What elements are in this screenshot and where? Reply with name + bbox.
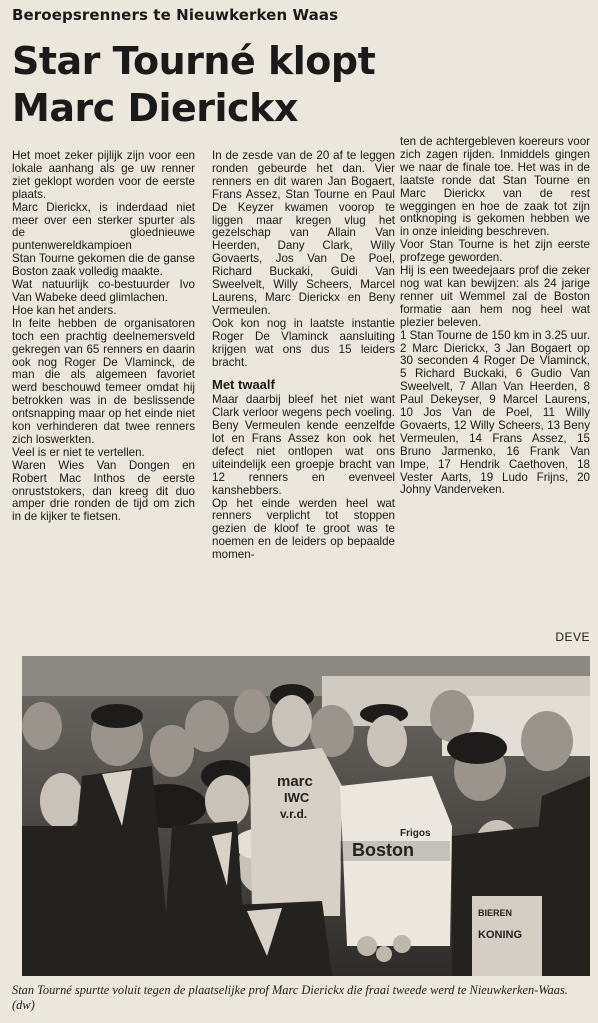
paragraph: Voor Stan Tourne is het zijn eerste profzege geworden. bbox=[400, 238, 590, 265]
jersey-text: Frigos bbox=[400, 828, 431, 839]
jersey-text: BIEREN bbox=[478, 908, 513, 918]
paragraph: 1 Stan Tourne de 150 km in 3.25 uur. bbox=[400, 328, 590, 342]
paragraph: Het moet zeker pijlijk zijn voor een lokale aanhang als ge uw renner ziet geklopt worden voor de eerste plaats. bbox=[12, 149, 195, 201]
paragraph: Hoe kan het anders. bbox=[12, 303, 117, 317]
subhead: Met twaalf bbox=[212, 377, 275, 393]
column-3 bbox=[400, 136, 590, 497]
jersey-text: IWC bbox=[284, 790, 310, 805]
photo-caption: Stan Tourné spurtte voluit tegen de plaatselijke prof Marc Dierickx die fraai tweede werd te Nieuwkerken-Waas. (dw) bbox=[12, 983, 568, 1012]
jersey-text: v.r.d. bbox=[280, 807, 308, 821]
results-paragraph: 2 Marc Dierickx, 3 Jan Bogaert op 30 seconden 4 Roger De Vlaminck, 5 Richard Buckaki, 6 Gudio Van Sweelvelt, 7 Allan Van Heerden, 8 Paul Dekeyser, 9 Marcel Laurens, 10 Jos Van de Poel, 11 Willy Govaerts, 12 Willy Scheers, 13 Beny Vermeulen, 14 Frans Assez, 15 Bruno Jarmenko, 16 Frank Van Impe, 17 Hendrik Caethoven, 18 Vester Aarts, 19 Ludo Frijns, 20 Johny Vanderveken. bbox=[400, 341, 590, 497]
headline bbox=[12, 38, 592, 132]
paragraph: Veel is er niet te vertellen. bbox=[12, 445, 145, 459]
paragraph: Hij is een tweedejaars prof die zeker nog wat kan bewijzen: als 24 jarige renner uit Wemmel zal de Boston formatie aan hem nog heel wat plezier beleven. bbox=[400, 264, 590, 329]
paragraph: Op het einde werden heel wat renners verplicht tot stoppen gezien de kloof te groot was te noemen en de leiders op bepaalde momen- bbox=[212, 496, 395, 562]
paragraph: In feite hebben de organisatoren toch een prachtig deelnemersveld gekregen van 65 renners en daarin ook nog Roger De Vlaminck, de man die als algemeen favoriet werd beschouwd temeer omdat hij betrokken was in de beslissende ontsnapping maar op het einde niet kon verhinderen dat twee renners zich loswerkten. bbox=[12, 316, 195, 446]
column-1 bbox=[12, 150, 195, 524]
paragraph: Waren Wies Van Dongen en Robert Mac Inthos de eerste onruststokers, dan kreeg dit duo amper drie ronden de tijd om zich in de kijker te fietsen. bbox=[12, 458, 195, 524]
paragraph: Ook kon nog in laatste instantie Roger De Vlaminck aansluiting krijgen wat ons dus 15 leiders bracht. bbox=[212, 316, 395, 369]
jersey-text: Boston bbox=[352, 840, 414, 860]
kicker: Beroepsrenners te Nieuwkerken Waas bbox=[12, 6, 339, 24]
jersey-text: marc bbox=[277, 773, 313, 790]
paragraph: Wat natuurlijk co-bestuurder Ivo Van Wabeke deed glimlachen. bbox=[12, 278, 195, 304]
column-2 bbox=[212, 150, 395, 562]
headline-line-1: Star Tourné klopt bbox=[12, 39, 376, 83]
paragraph: Maar daarbij bleef het niet want Clark verloor wegens pech voeling. Beny Vermeulen kende eenzelfde lot en Frans Assez kon ook het defect niet ontlopen wat ons uiteindelijk een groepje bracht van 12 renners en evenveel kanshebbers. bbox=[212, 393, 395, 497]
byline: DEVE bbox=[555, 630, 590, 644]
headline-line-2: Marc Dierickx bbox=[12, 86, 298, 130]
paragraph: Stan Tourne gekomen die de ganse Boston zaak volledig maakte. bbox=[12, 252, 195, 279]
photo-illustration bbox=[22, 656, 590, 976]
paragraph: In de zesde van de 20 af te leggen ronden gebeurde het dan. Vier renners en dit waren Jan Bogaert, Frans Assez, Stan Tourne en Paul De Keyzer kwamen voorop te liggen maar kregen vlug het gezelschap van Allain Van Heerden, Dany Clark, Willy Govaerts, Jos Van De Poel, Richard Buckaki, Guidi Van Sweelvelt, Willy Scheers, Marcel Laurens, Marc Dierickx en Beny Vermeulen. bbox=[212, 149, 395, 317]
paragraph: Marc Dierickx, is inderdaad niet meer over een sterker spurter als de gloednieuwe puntenwereldkampioen bbox=[12, 200, 195, 253]
paragraph: ten de achtergebleven koereurs voor zich zagen rijden. Inmiddels gingen we naar de finale toe. Het was in de laatste ronde dat Stan Tourne en Marc Dierickx van de rest weggingen en hoe de zaak tot zijn ontknoping is gekomen hebben we in onze inleiding beschreven. bbox=[400, 135, 590, 239]
race-photo bbox=[22, 656, 590, 976]
jersey-text: KONING bbox=[478, 929, 522, 941]
